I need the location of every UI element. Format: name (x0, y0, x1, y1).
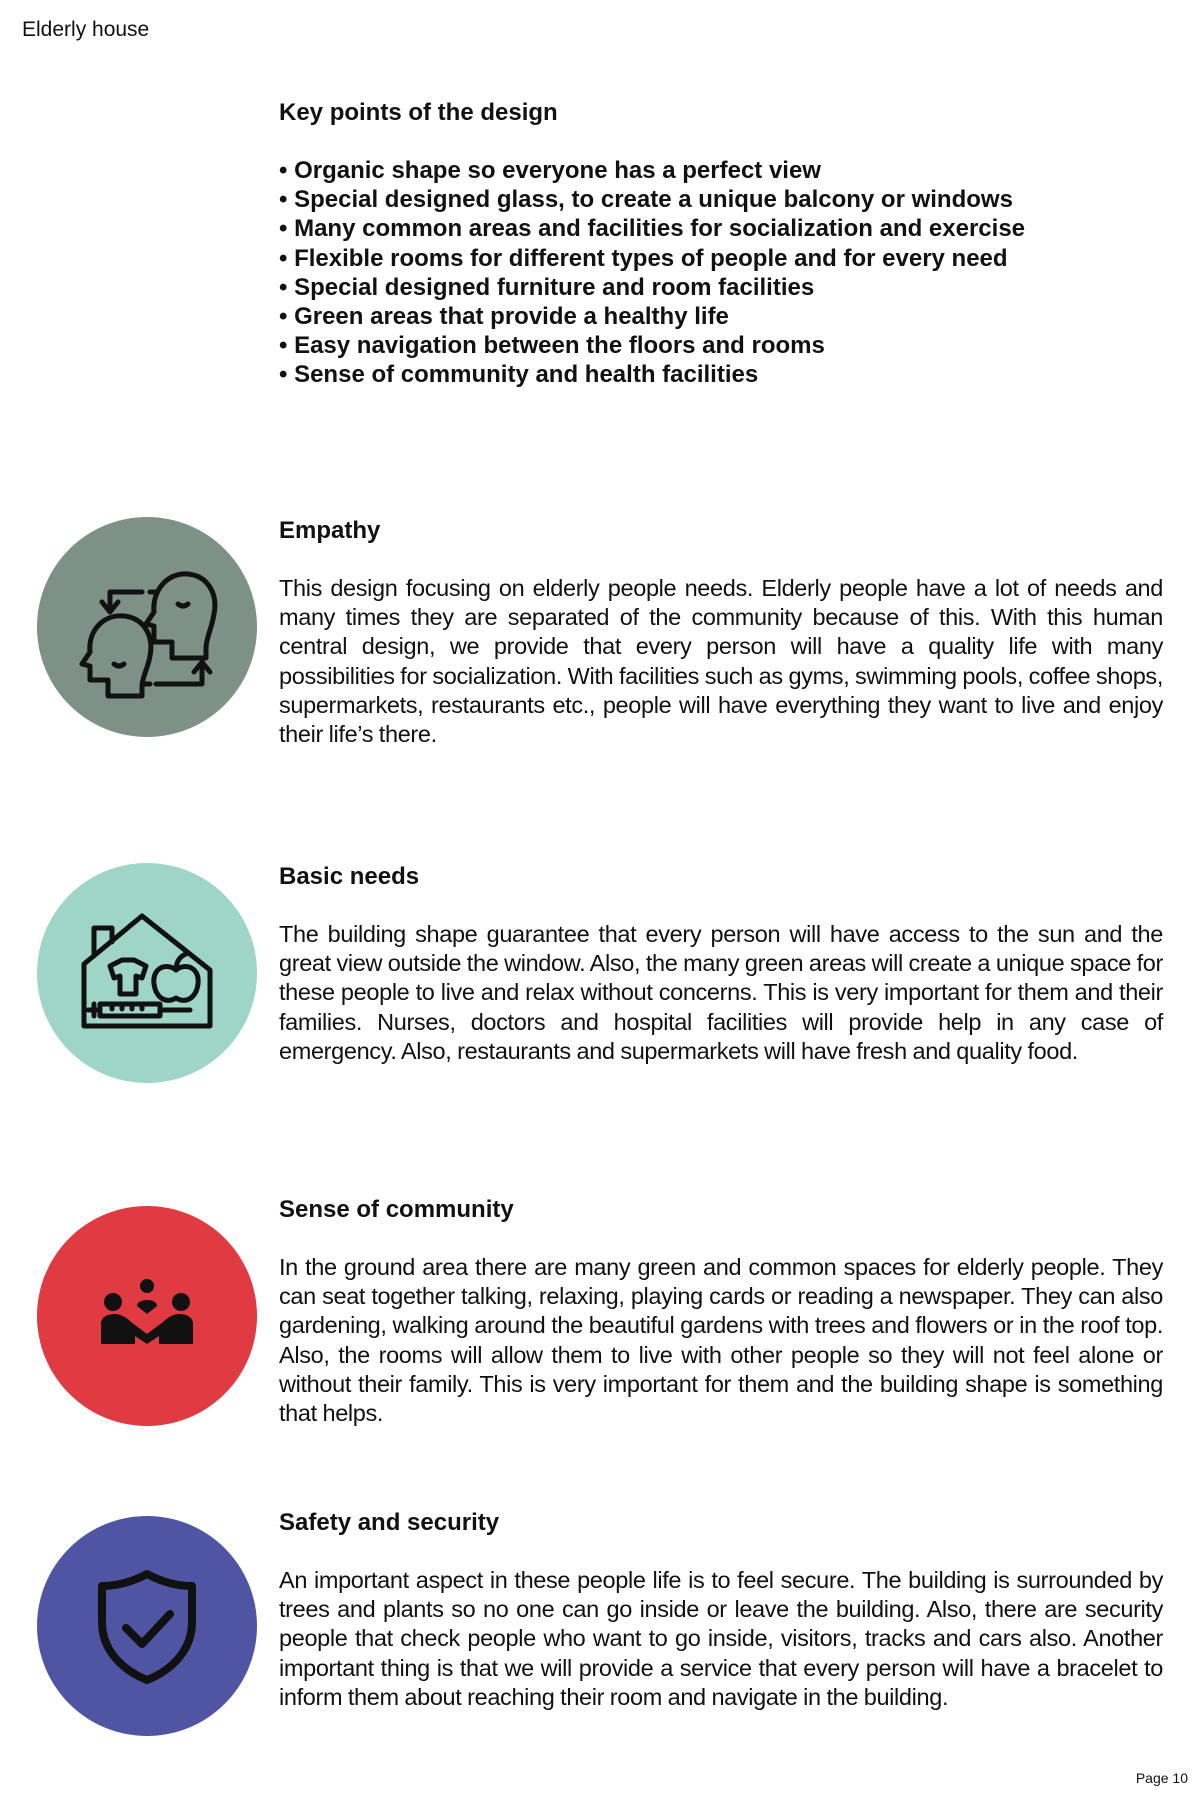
empathy-faces-icon (72, 552, 222, 702)
basic-needs-text (279, 862, 1163, 1066)
page-number: Page 10 (1135, 1770, 1188, 1786)
section-heading: Empathy (279, 517, 381, 544)
key-point-item: • Green areas that provide a healthy life (279, 302, 1159, 331)
key-point-item: • Special designed glass, to create a unique balcony or windows (279, 185, 1159, 214)
safety-circle (37, 1516, 257, 1736)
community-circle (37, 1206, 257, 1426)
key-point-item: • Special designed furniture and room facilities (279, 273, 1159, 302)
key-points-heading: Key points of the design (279, 99, 558, 126)
community-people-icon (97, 1276, 197, 1356)
basic-needs-circle (37, 863, 257, 1083)
empathy-circle (37, 517, 257, 737)
section-body: An important aspect in these people life is to feel secure. The building is surrounded by trees and plants so no one can go inside or leave the building. Also, there are security people that check people who want to go inside, visitors, tracks and cars also. Another important thing is that we will provide a service that every person will have a bracelet to inform them about reaching their room and navigate in the building. (279, 1567, 1163, 1710)
section-heading: Safety and security (279, 1509, 500, 1536)
key-point-item: • Sense of community and health facilities (279, 360, 1159, 389)
community-text (279, 1195, 1163, 1428)
key-point-item: • Flexible rooms for different types of people and for every need (279, 244, 1159, 273)
section-body: This design focusing on elderly people needs. Elderly people have a lot of needs and many times they are separated of the community because of this. With this human central design, we provide that every person will have a quality life with many possibilities for socialization. With facilities such as gyms, swimming pools, coffee shops, supermarkets, restaurants etc., people will have everything they want to live and enjoy their life’s there. (279, 575, 1163, 748)
key-points-list (279, 156, 1159, 390)
safety-text (279, 1508, 1163, 1712)
house-needs-icon (72, 898, 222, 1048)
key-point-item: • Many common areas and facilities for socialization and exercise (279, 214, 1159, 243)
section-body: In the ground area there are many green and common spaces for elderly people. They can seat together talking, relaxing, playing cards or reading a newspaper. They can also gardening, walking around the beautiful gardens with trees and flowers or in the roof top. Also, the rooms will allow them to live with other people so they will not feel alone or without their family. This is very important for them and the building shape is something that helps. (279, 1254, 1163, 1427)
section-heading: Sense of community (279, 1196, 514, 1223)
section-body: The building shape guarantee that every person will have access to the sun and the great view outside the window. Also, the many green areas will create a unique space for these people to live and relax without concerns. This is very important for them and their families. Nurses, doctors and hospital facilities will provide help in any case of emergency. Also, restaurants and supermarkets will have fresh and quality food. (279, 921, 1163, 1064)
key-point-item: • Organic shape so everyone has a perfect view (279, 156, 1159, 185)
shield-check-icon (92, 1566, 202, 1686)
key-points-block (279, 98, 1159, 390)
empathy-text (279, 516, 1163, 749)
section-heading: Basic needs (279, 863, 420, 890)
document-header-title: Elderly house (22, 18, 150, 41)
key-point-item: • Easy navigation between the floors and rooms (279, 331, 1159, 360)
